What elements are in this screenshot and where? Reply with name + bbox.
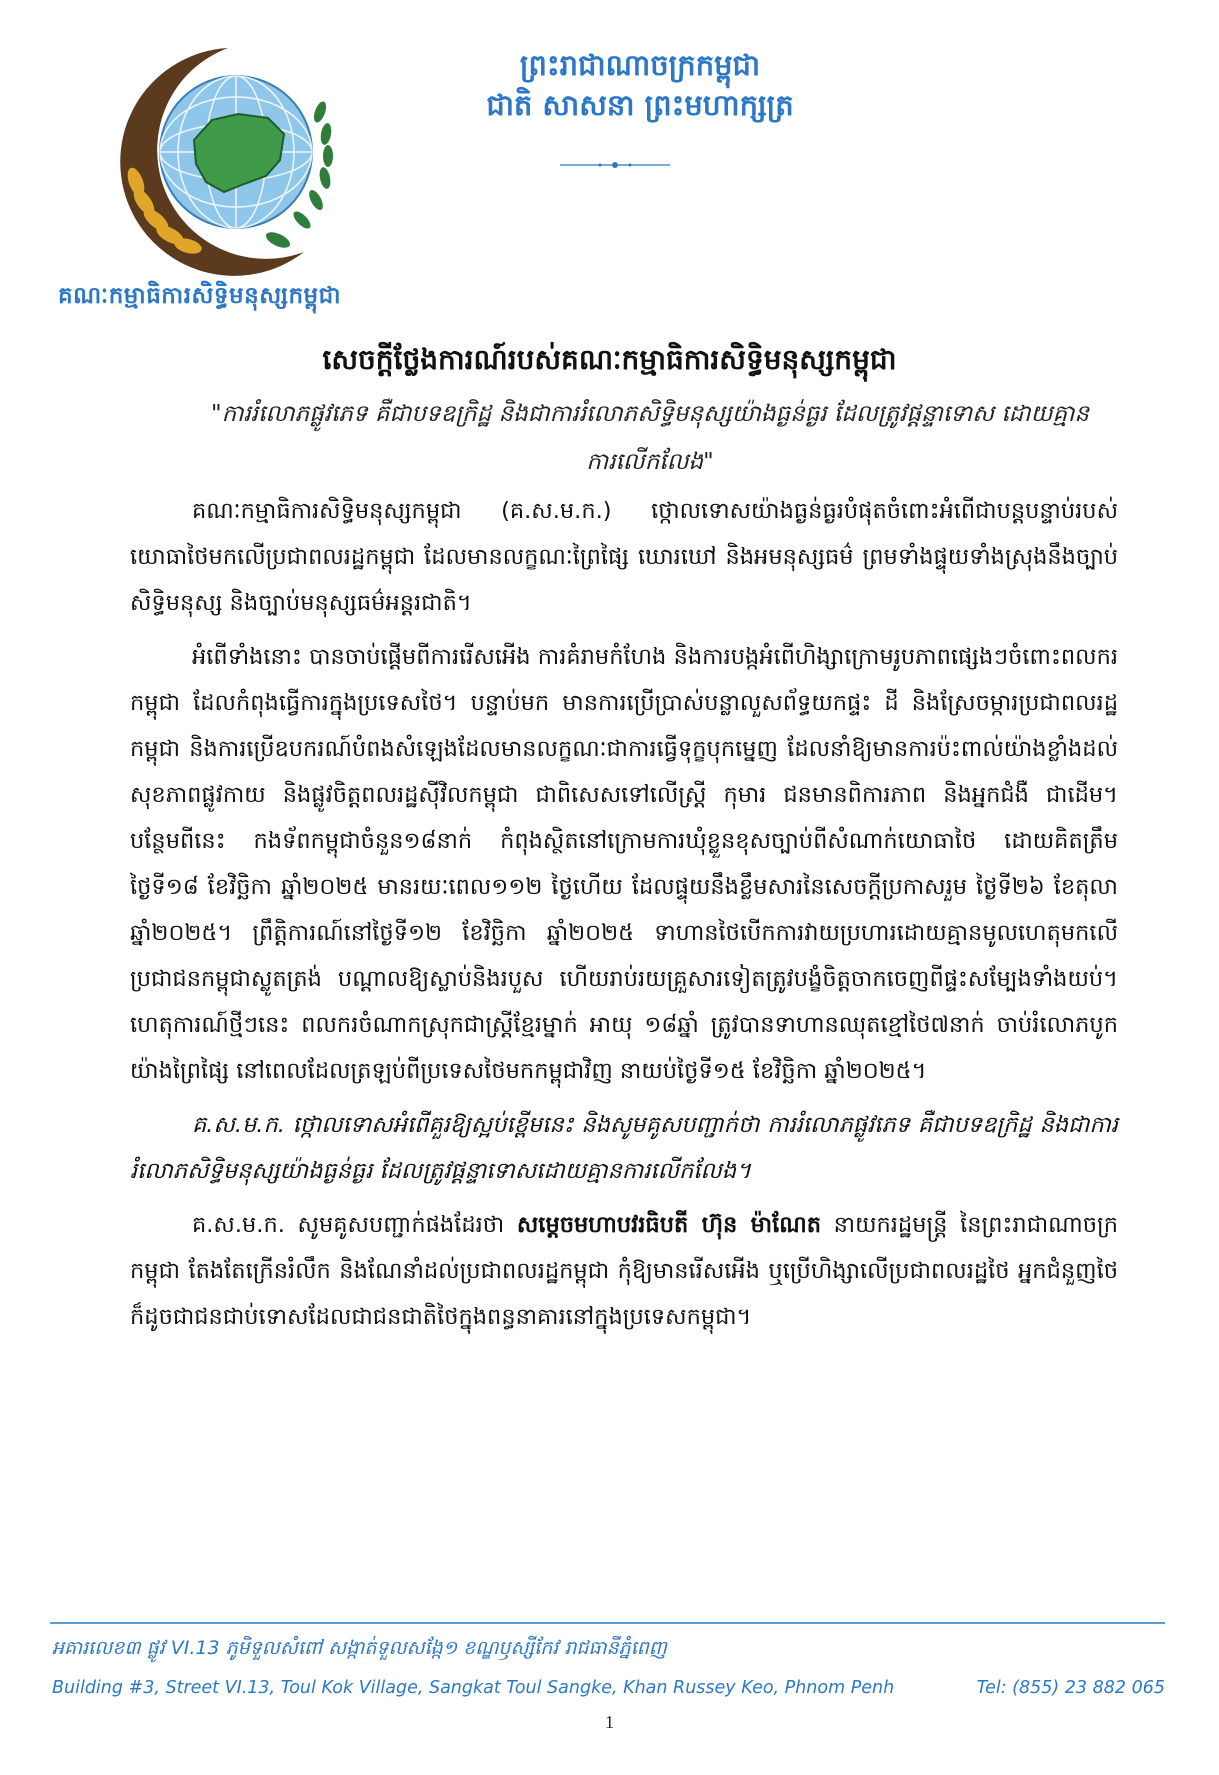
- paragraph-2: អំពើទាំងនោះ បានចាប់ផ្តើមពីការរើសអើង ការគំរាមកំហែង និងការបង្កអំពើហិង្សាក្រោមរូបភាពផ្សេងៗចំពោះពលករកម្ពុជា ដែលកំពុងធ្វើការក្នុងប្រទេសថៃ។ បន្ទាប់មក មានការប្រើប្រាស់បន្លាលួសព័ទ្ធយកផ្ទះ ដី និងស្រែចម្ការប្រជាពលរដ្ឋកម្ពុជា និងការប្រើឧបករណ៍បំពងសំឡេងដែលមានលក្ខណៈជាការធ្វើទុក្ខបុកម្នេញ ដែលនាំឱ្យមានការប៉ះពាល់យ៉ាងខ្លាំងដល់សុខភាពផ្លូវកាយ និងផ្លូវចិត្តពលរដ្ឋស៊ីវិលកម្ពុជា ជាពិសេសទៅលើស្ត្រី កុមារ ជនមានពិការភាព និងអ្នកជំងឺ ជាដើម។ បន្ថែមពីនេះ កងទ័ពកម្ពុជាចំនួន១៨នាក់ កំពុងស្ថិតនៅក្រោមការឃុំខ្លួនខុសច្បាប់ពីសំណាក់យោធាថៃ ដោយគិតត្រឹមថ្ងៃទី១៨ ខែវិច្ឆិកា ឆ្នាំ២០២៥ មានរយៈពេល១១២ ថ្ងៃហើយ ដែលផ្ទុយនឹងខ្លឹមសារនៃសេចក្តីប្រកាសរួម ថ្ងៃទី២៦ ខែតុលា ឆ្នាំ២០២៥។ ព្រឹត្តិការណ៍នៅថ្ងៃទី១២ ខែវិច្ឆិកា ឆ្នាំ២០២៥ ទាហានថៃបើកការវាយប្រហារដោយគ្មានមូលហេតុមកលើប្រជាជនកម្ពុជាស្លូតត្រង់ បណ្តាលឱ្យស្លាប់និងរបួស ហើយរាប់រយគ្រួសារទៀតត្រូវបង្ខំចិត្តចាកចេញពីផ្ទះសម្បែងទាំងយប់។ ហេតុការណ៍ថ្មីៗនេះ ពលករចំណាកស្រុកជាស្ត្រីខ្មែរម្នាក់ អាយុ ១៨ឆ្នាំ ត្រូវបានទាហានឈុតខ្មៅថៃ៧នាក់ ចាប់រំលោភបូកយ៉ាងព្រៃផ្សៃ នៅពេលដែលត្រឡប់ពីប្រទេសថៃមកកម្ពុជាវិញ នាយប់ថ្ងៃទី១៥ ខែវិច្ឆិកា ឆ្នាំ២០២៥។: [130, 644, 1118, 1084]
- page-number: 1: [605, 1712, 614, 1732]
- paragraph-1: គណៈកម្មាធិការសិទ្ធិមនុស្សកម្ពុជា (គ.ស.ម.ក.) ថ្កោលទោសយ៉ាងធ្ងន់ធ្ងរបំផុតចំពោះអំពើជាបន្តបន្ទាប់របស់យោធាថៃមកលើប្រជាពលរដ្ឋកម្ពុជា ដែលមានលក្ខណៈព្រៃផ្សៃ ឃោរឃៅ និងអមនុស្សធម៌ ព្រមទាំងផ្ទុយទាំងស្រុងនឹងច្បាប់សិទ្ធិមនុស្ស និងច្បាប់មនុស្សធម៌អន្តរជាតិ។: [130, 498, 1118, 616]
- footer-address-english: Building #3, Street VI.13, Toul Kok Village, Sangkat Toul Sangke, Khan Russey Keo, Phnom Penh: [52, 1678, 895, 1698]
- statement-title: សេចក្តីថ្លែងការណ៍របស់គណៈកម្មាធិការសិទ្ធិមនុស្សកម្ពុជា: [322, 343, 897, 376]
- paragraph-4-start: គ.ស.ម.ក. សូមគូសបញ្ជាក់ផងដែរថា: [192, 1212, 517, 1238]
- organization-name: គណៈកម្មាធិការសិទ្ធិមនុស្សកម្ពុជា: [58, 283, 342, 309]
- prime-minister-name: សម្តេចមហាបវរធិបតី ហ៊ុន ម៉ាណែត: [516, 1212, 821, 1238]
- paragraph-4: [130, 1202, 1118, 1340]
- divider-ornament: [560, 157, 670, 171]
- footer-divider: [50, 1622, 1165, 1624]
- kingdom-line-2: ជាតិ សាសនា ព្រះមហាក្សត្រ: [486, 88, 794, 122]
- statement-subtitle: "ការរំលោភផ្លូវភេទ គឺជាបទឧក្រិដ្ឋ និងជាការរំលោភសិទ្ធិមនុស្សយ៉ាងធ្ងន់ធ្ងរ ដែលត្រូវផ្តន្ទាទោស ដោយគ្មានការលើកលែង": [211, 401, 1089, 475]
- kingdom-line-1: ព្រះរាជាណាចក្រកម្ពុជា: [519, 48, 761, 82]
- footer-telephone: Tel: (855) 23 882 065: [976, 1678, 1165, 1698]
- commission-logo: [108, 42, 348, 282]
- kingdom-motto: [430, 45, 850, 125]
- paragraph-4-end: នាយករដ្ឋមន្ត្រី នៃព្រះរាជាណាចក្រកម្ពុជា តែងតែក្រើនរំលឹក និងណែនាំដល់ប្រជាពលរដ្ឋកម្ពុជា កុំឱ្យមានរើសអើង ឬប្រើហិង្សាលើប្រជាពលរដ្ឋថៃ អ្នកជំនួញថៃ ក៏ដូចជាជនជាប់ទោសដែលជាជនជាតិថៃក្នុងពន្ធនាគារនៅក្នុងប្រទេសកម្ពុជា។: [130, 1212, 1119, 1330]
- paragraph-3: គ.ស.ម.ក. ថ្កោលទោសអំពើគួរឱ្យស្អប់ខ្ពើមនេះ និងសូមគូសបញ្ជាក់ថា ការរំលោភផ្លូវភេទ គឺជាបទឧក្រិដ្ឋ និងជាការរំលោភសិទ្ធិមនុស្សយ៉ាងធ្ងន់ធ្ងរ ដែលត្រូវផ្តន្ទាទោសដោយគ្មានការលើកលែង។: [130, 1112, 1118, 1184]
- footer-address-khmer: អគារលេខ៣ ផ្លូវ VI.13 ភូមិទួលសំពៅ សង្កាត់ទួលសង្កែ១ ខណ្ឌឫស្សីកែវ រាជធានីភ្នំពេញ: [52, 1637, 667, 1659]
- statement-body: [130, 488, 1118, 1348]
